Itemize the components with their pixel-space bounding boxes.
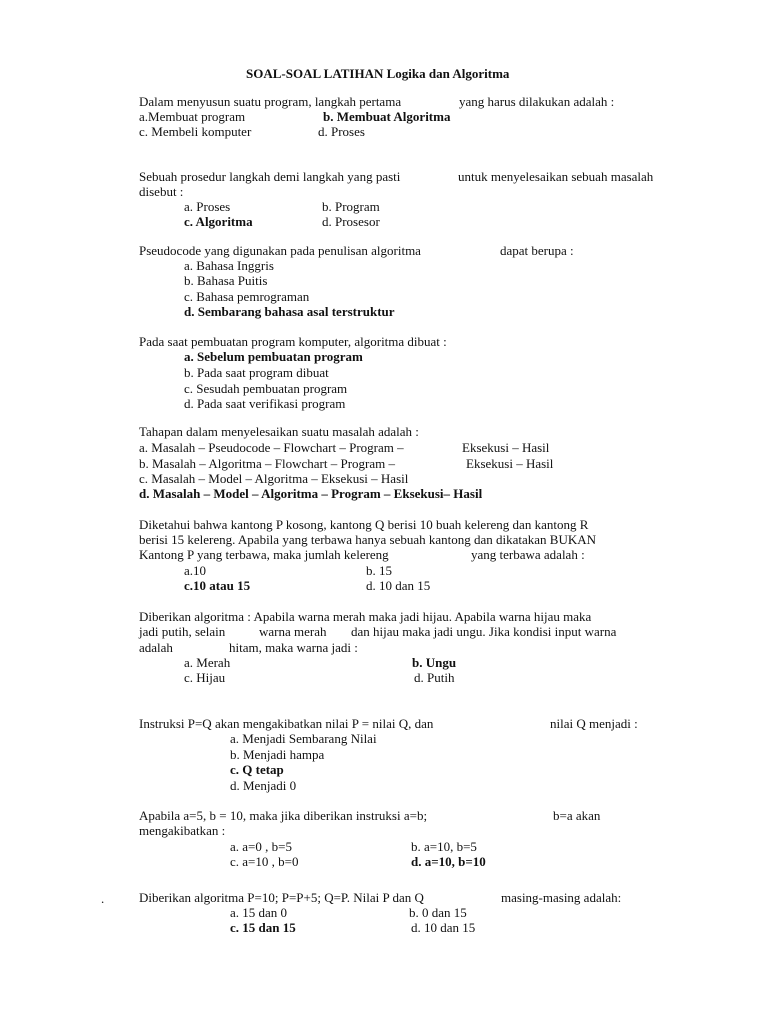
question-3-text: Pseudocode yang digunakan pada penulisan algoritma xyxy=(139,243,421,258)
question-3-option-a: a. Bahasa Inggris xyxy=(184,258,274,273)
question-5-option-d-answer: d. Masalah – Model – Algoritma – Program – Eksekusi– Hasil xyxy=(139,486,483,501)
question-7-text: hitam, maka warna jadi : xyxy=(229,640,358,655)
question-6-option-d: d. 10 dan 15 xyxy=(366,578,431,593)
question-1-option-c: c. Membeli komputer xyxy=(139,124,252,139)
question-7-option-d: d. Putih xyxy=(414,670,455,685)
question-6-option-b: b. 15 xyxy=(366,563,392,578)
question-10-option-a: a. 15 dan 0 xyxy=(230,905,288,920)
question-8-option-d: d. Menjadi 0 xyxy=(230,778,297,793)
question-2-text: Sebuah prosedur langkah demi langkah yang pasti xyxy=(139,169,401,184)
question-9-option-b: b. a=10, b=5 xyxy=(411,839,477,854)
bullet-dot: . xyxy=(101,891,105,906)
question-2-option-b: b. Program xyxy=(322,199,380,214)
question-6-text: yang terbawa adalah : xyxy=(471,547,585,562)
question-8-option-b: b. Menjadi hampa xyxy=(230,747,325,762)
question-10-option-c-answer: c. 15 dan 15 xyxy=(230,920,296,935)
question-4-option-b: b. Pada saat program dibuat xyxy=(184,365,329,380)
question-6-option-a: a.10 xyxy=(184,563,207,578)
question-1-text: yang harus dilakukan adalah : xyxy=(459,94,615,109)
question-3-option-d-answer: d. Sembarang bahasa asal terstruktur xyxy=(184,304,395,319)
question-1-option-b-answer: b. Membuat Algoritma xyxy=(323,109,451,124)
question-6-option-c-answer: c.10 atau 15 xyxy=(184,578,251,593)
question-2-option-c-answer: c. Algoritma xyxy=(184,214,253,229)
question-4-option-a-answer: a. Sebelum pembuatan program xyxy=(184,349,363,364)
question-7-text: jadi putih, selain xyxy=(139,624,226,639)
question-7-option-c: c. Hijau xyxy=(184,670,226,685)
question-9-text: mengakibatkan : xyxy=(139,823,226,838)
question-4-option-c: c. Sesudah pembuatan program xyxy=(184,381,348,396)
question-7-text: adalah xyxy=(139,640,173,655)
question-2-option-a: a. Proses xyxy=(184,199,231,214)
question-2-text: disebut : xyxy=(139,184,184,199)
question-5-option-b: b. Masalah – Algoritma – Flowchart – Program – xyxy=(139,456,395,471)
question-9-text: Apabila a=5, b = 10, maka jika diberikan instruksi a=b; xyxy=(139,808,428,823)
question-8-text: Instruksi P=Q akan mengakibatkan nilai P = nilai Q, dan xyxy=(139,716,434,731)
question-3-option-c: c. Bahasa pemrograman xyxy=(184,289,310,304)
question-5-option-b: Eksekusi – Hasil xyxy=(466,456,554,471)
page-title: SOAL-SOAL LATIHAN Logika dan Algoritma xyxy=(246,66,510,81)
question-9-option-c: c. a=10 , b=0 xyxy=(230,854,299,869)
question-5-option-a: Eksekusi – Hasil xyxy=(462,440,550,455)
question-10-option-b: b. 0 dan 15 xyxy=(409,905,467,920)
question-1-option-d: d. Proses xyxy=(318,124,365,139)
question-7-text: dan hijau maka jadi ungu. Jika kondisi input warna xyxy=(351,624,617,639)
question-1-option-a: a.Membuat program xyxy=(139,109,246,124)
question-8-option-a: a. Menjadi Sembarang Nilai xyxy=(230,731,377,746)
question-4-text: Pada saat pembuatan program komputer, algoritma dibuat : xyxy=(139,334,447,349)
question-5-option-a: a. Masalah – Pseudocode – Flowchart – Program – xyxy=(139,440,404,455)
question-7-option-b-answer: b. Ungu xyxy=(412,655,457,670)
question-8-option-c-answer: c. Q tetap xyxy=(230,762,284,777)
question-4-option-d: d. Pada saat verifikasi program xyxy=(184,396,346,411)
question-3-option-b: b. Bahasa Puitis xyxy=(184,273,268,288)
question-1-text: Dalam menyusun suatu program, langkah pertama xyxy=(139,94,402,109)
question-8-text: nilai Q menjadi : xyxy=(550,716,638,731)
question-6-text: berisi 15 kelereng. Apabila yang terbawa hanya sebuah kantong dan dikatakan BUKAN xyxy=(139,532,597,547)
question-10-text: Diberikan algoritma P=10; P=P+5; Q=P. Nilai P dan Q xyxy=(139,890,424,905)
question-7-option-a: a. Merah xyxy=(184,655,231,670)
question-5-text: Tahapan dalam menyelesaikan suatu masalah adalah : xyxy=(139,424,419,439)
question-2-option-d: d. Prosesor xyxy=(322,214,380,229)
question-2-text: untuk menyelesaikan sebuah masalah xyxy=(458,169,654,184)
question-7-text: Diberikan algoritma : Apabila warna merah maka jadi hijau. Apabila warna hijau maka xyxy=(139,609,592,624)
question-3-text: dapat berupa : xyxy=(500,243,574,258)
question-7-text: warna merah xyxy=(259,624,327,639)
question-9-option-d-answer: d. a=10, b=10 xyxy=(411,854,486,869)
question-10-text: masing-masing adalah: xyxy=(501,890,622,905)
question-6-text: Diketahui bahwa kantong P kosong, kantong Q berisi 10 buah kelereng dan kantong R xyxy=(139,517,589,532)
question-9-option-a: a. a=0 , b=5 xyxy=(230,839,292,854)
question-6-text: Kantong P yang terbawa, maka jumlah kelereng xyxy=(139,547,389,562)
question-9-text: b=a akan xyxy=(553,808,601,823)
question-5-option-c: c. Masalah – Model – Algoritma – Eksekusi – Hasil xyxy=(139,471,409,486)
question-10-option-d: d. 10 dan 15 xyxy=(411,920,476,935)
